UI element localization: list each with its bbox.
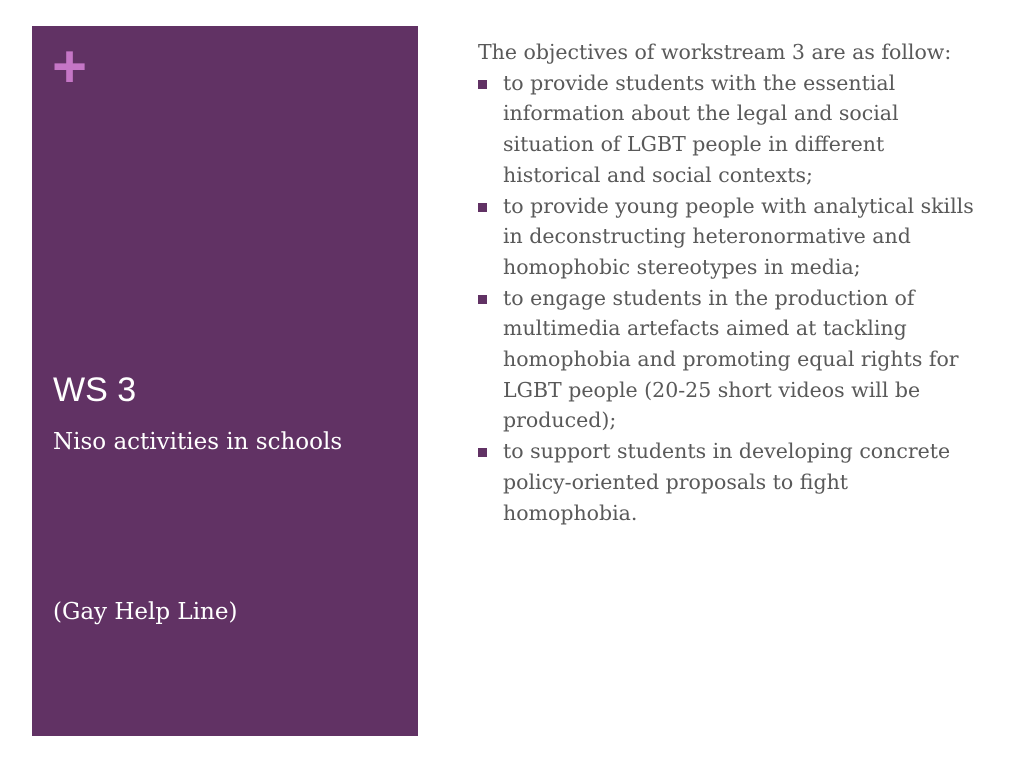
slide-footnote: (Gay Help Line) xyxy=(53,599,238,625)
title-panel xyxy=(32,26,418,736)
list-item xyxy=(478,436,983,528)
slide-title: WS 3 xyxy=(53,371,137,409)
list-item xyxy=(478,191,983,283)
list-item-text: to support students in developing concrete policy-oriented proposals to fight homophobia. xyxy=(503,439,951,525)
square-bullet-icon xyxy=(478,80,487,89)
slide-subtitle: Niso activities in schools xyxy=(53,429,343,455)
plus-icon: + xyxy=(52,33,88,100)
content-area xyxy=(478,37,983,528)
list-item-text: to provide young people with analytical skills in deconstructing heteronormative and homophobic stereotypes in media; xyxy=(503,193,974,279)
list-item xyxy=(478,283,983,437)
intro-text: The objectives of workstream 3 are as follow: xyxy=(478,40,952,64)
square-bullet-icon xyxy=(478,203,487,212)
square-bullet-icon xyxy=(478,448,487,457)
square-bullet-icon xyxy=(478,295,487,304)
list-item xyxy=(478,68,983,191)
list-item-text: to engage students in the production of multimedia artefacts aimed at tackling homophobia and promoting equal rights for LGBT people (20-25 short videos will be produced); xyxy=(503,285,959,433)
objectives-list xyxy=(478,68,983,529)
list-item-text: to provide students with the essential information about the legal and social situation of LGBT people in different historical and social contexts; xyxy=(503,70,899,187)
